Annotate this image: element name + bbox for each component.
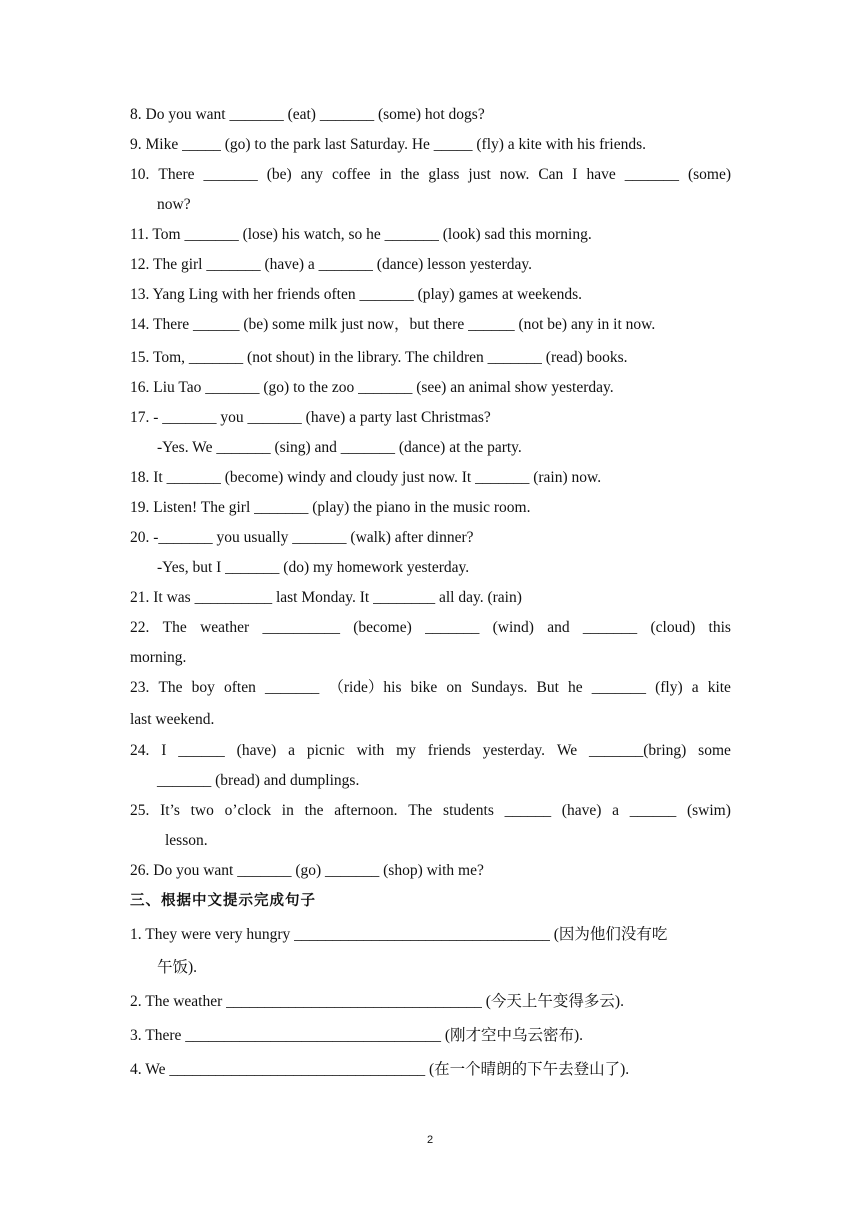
question-21: 21. It was __________ last Monday. It ________ all day. (rain) xyxy=(130,589,522,606)
question-17: 17. - _______ you _______ (have) a party last Christmas? xyxy=(130,409,491,426)
question-8: 8. Do you want _______ (eat) _______ (some) hot dogs? xyxy=(130,106,485,123)
question-18: 18. It _______ (become) windy and cloudy just now. It _______ (rain) now. xyxy=(130,469,602,486)
question-17-reply: -Yes. We _______ (sing) and _______ (dance) at the party. xyxy=(157,439,522,456)
page-number: 2 xyxy=(426,1134,434,1146)
question-24: 24. I ______ (have) a picnic with my friends yesterday. We _______(bring) some xyxy=(130,742,731,759)
question-26: 26. Do you want _______ (go) _______ (shop) with me? xyxy=(130,862,484,879)
question-14: 14. There ______ (be) some milk just now，but there ______ (not be) any in it now. xyxy=(130,316,656,333)
question-23: 23. The boy often _______ （ride）his bike on Sundays. But he _______ (fly) a kite xyxy=(130,679,731,696)
question-10: 10. There _______ (be) any coffee in the glass just now. Can I have _______ (some) xyxy=(130,166,731,183)
question-23-continued: last weekend. xyxy=(130,711,215,728)
question-9: 9. Mike _____ (go) to the park last Saturday. He _____ (fly) a kite with his friends. xyxy=(130,136,646,153)
question-22-continued: morning. xyxy=(130,649,187,666)
question-19: 19. Listen! The girl _______ (play) the piano in the music room. xyxy=(130,499,531,516)
sentence-4: 4. We _________________________________ (在一个晴朗的下午去登山了). xyxy=(130,1061,630,1078)
question-20: 20. -_______ you usually _______ (walk) after dinner? xyxy=(130,529,474,546)
question-12: 12. The girl _______ (have) a _______ (dance) lesson yesterday. xyxy=(130,256,533,273)
question-25: 25. It’s two o’clock in the afternoon. The students ______ (have) a ______ (swim) xyxy=(130,802,731,819)
question-16: 16. Liu Tao _______ (go) to the zoo _______ (see) an animal show yesterday. xyxy=(130,379,614,396)
question-13: 13. Yang Ling with her friends often _______ (play) games at weekends. xyxy=(130,286,582,303)
sentence-3: 3. There _________________________________ (刚才空中乌云密布). xyxy=(130,1027,584,1044)
question-20-reply: -Yes, but I _______ (do) my homework yesterday. xyxy=(157,559,470,576)
question-24-continued: _______ (bread) and dumplings. xyxy=(157,772,360,789)
question-15: 15. Tom, _______ (not shout) in the library. The children _______ (read) books. xyxy=(130,349,628,366)
sentence-1-continued: 午饭). xyxy=(157,959,198,976)
question-10-continued: now? xyxy=(157,196,191,213)
section-title: 三、根据中文提示完成句子 xyxy=(130,893,316,909)
sentence-1: 1. They were very hungry _________________________________ (因为他们没有吃 xyxy=(130,926,668,943)
question-25-continued: lesson. xyxy=(165,832,208,849)
question-11: 11. Tom _______ (lose) his watch, so he _______ (look) sad this morning. xyxy=(130,226,592,243)
question-22: 22. The weather __________ (become) _______ (wind) and _______ (cloud) this xyxy=(130,619,731,636)
sentence-2: 2. The weather _________________________________ (今天上午变得多云). xyxy=(130,993,624,1010)
